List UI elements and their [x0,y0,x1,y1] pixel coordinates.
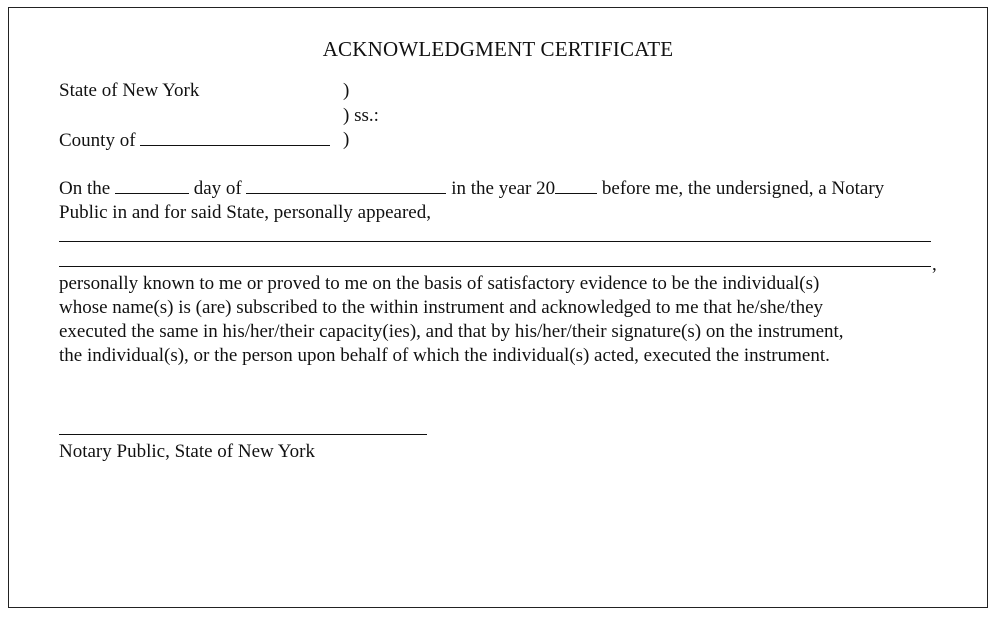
venue-ss: ) ss.: [343,105,379,126]
trailing-comma: , [932,254,937,275]
paragraph-line: executed the same in his/her/their capacity(ies), and that by his/her/their signature(s) on the instrument, [59,321,844,342]
paragraph-line: the individual(s), or the person upon behalf of which the individual(s) acted, executed the instrument. [59,345,830,366]
paragraph-line: whose name(s) is (are) subscribed to the within instrument and acknowledged to me that he/she/they [59,297,824,318]
county-label: County of [59,130,136,151]
signature-label: Notary Public, State of New York [59,441,315,462]
date-line [59,176,939,201]
appeared-line: Public in and for said State, personally appeared, [59,202,431,223]
on-the-text: On the [59,178,111,199]
signature-line[interactable] [59,434,427,435]
acknowledgment-paragraph [59,272,939,368]
before-me-text: before me, the undersigned, a Notary [601,178,885,199]
paragraph-line: personally known to me or proved to me on the basis of satisfactory evidence to be the individual(s) [59,273,820,294]
venue-paren-top: ) [343,80,350,101]
day-of-text: day of [193,178,242,199]
certificate-frame [8,7,988,608]
year-text: in the year 20 [451,178,556,199]
appearer-name-line-1[interactable] [59,241,931,242]
venue-state: State of New York [59,80,200,101]
venue-paren-bottom: ) [343,129,350,150]
year-blank[interactable] [555,176,597,194]
day-blank[interactable] [115,176,189,194]
county-blank[interactable] [140,128,330,146]
appearer-name-line-2[interactable] [59,266,931,267]
month-blank[interactable] [246,176,446,194]
venue-county [59,128,330,153]
date-paragraph [59,176,939,225]
certificate-title: ACKNOWLEDGMENT CERTIFICATE [322,37,674,61]
